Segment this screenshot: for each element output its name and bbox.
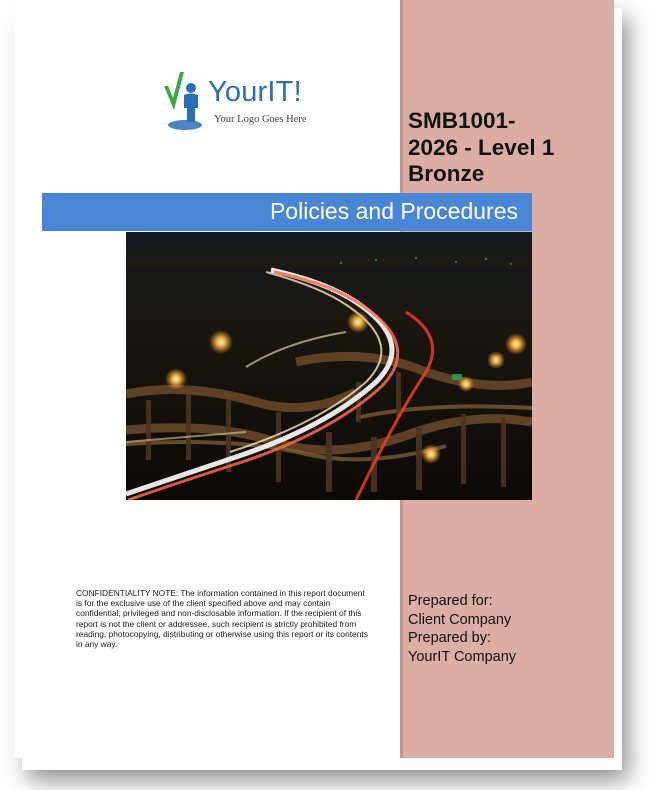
document-title <box>408 108 608 188</box>
logo-name: YourIT! <box>208 76 302 108</box>
cover-page <box>14 0 614 758</box>
prepared-block <box>408 592 608 666</box>
title-line-3: Bronze <box>408 161 485 186</box>
prepared-by-value: YourIT Company <box>408 648 517 665</box>
section-banner <box>42 193 532 231</box>
company-logo <box>160 66 330 134</box>
title-line-1: SMB1001- <box>408 108 516 133</box>
logo-tagline: Your Logo Goes Here <box>214 114 307 125</box>
title-line-2: 2026 - Level 1 <box>408 134 555 160</box>
banner-title: Policies and Procedures <box>269 198 518 224</box>
prepared-for-label: Prepared for: <box>408 593 493 609</box>
confidentiality-note: CONFIDENTIALITY NOTE: The information contained in this report document is for the exclusive use of the client specified above and may contain confidential, privileged and non-disclosable information. If the recipient of this report is not the client or addressee, such recipient is strictly prohibited from reading, photocopying, distributing or otherwise using this report or its contents in any way. <box>76 588 368 650</box>
logo-checkmark-person-icon <box>160 66 210 132</box>
prepared-for-value: Client Company <box>408 611 512 628</box>
hero-highway-image <box>126 232 532 500</box>
highway-night-illustration <box>126 232 532 500</box>
prepared-by-label: Prepared by: <box>408 630 492 646</box>
